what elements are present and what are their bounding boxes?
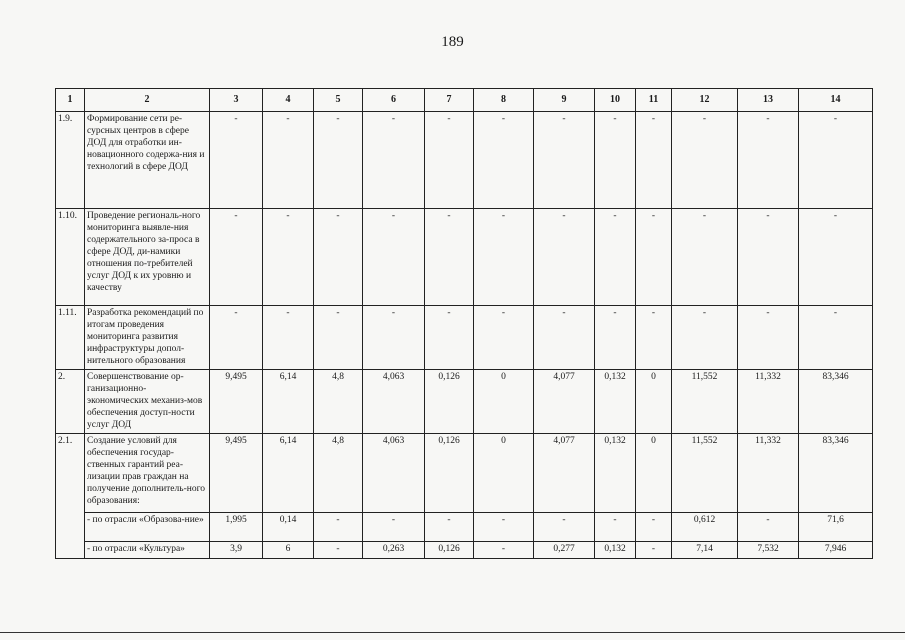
value-cell-col-11: - bbox=[636, 542, 672, 559]
value-cell-col-7: - bbox=[425, 209, 474, 306]
value-cell-col-10: 0,132 bbox=[595, 434, 636, 513]
value-cell-col-7: 0,126 bbox=[425, 434, 474, 513]
value-cell-col-13: 7,532 bbox=[738, 542, 799, 559]
value-cell-col-8: - bbox=[474, 209, 534, 306]
value-cell-col-5: 4,8 bbox=[314, 370, 363, 434]
value-cell-col-3: 1,995 bbox=[210, 513, 263, 542]
column-header-8: 8 bbox=[474, 89, 534, 112]
row-number: 1.10. bbox=[56, 209, 85, 306]
column-header-12: 12 bbox=[672, 89, 738, 112]
value-cell-col-4: 6,14 bbox=[263, 370, 314, 434]
value-cell-col-5: 4,8 bbox=[314, 434, 363, 513]
column-header-11: 11 bbox=[636, 89, 672, 112]
value-cell-col-5: - bbox=[314, 306, 363, 370]
value-cell-col-4: 0,14 bbox=[263, 513, 314, 542]
value-cell-col-6: - bbox=[363, 513, 425, 542]
table-row bbox=[56, 306, 873, 370]
value-cell-col-3: - bbox=[210, 209, 263, 306]
value-cell-col-9: 4,077 bbox=[534, 434, 595, 513]
value-cell-col-6: 4,063 bbox=[363, 434, 425, 513]
value-cell-col-9: - bbox=[534, 112, 595, 209]
column-header-6: 6 bbox=[363, 89, 425, 112]
value-cell-col-14: - bbox=[799, 112, 873, 209]
table-row bbox=[56, 370, 873, 434]
row-number: 1.9. bbox=[56, 112, 85, 209]
value-cell-col-3: - bbox=[210, 112, 263, 209]
value-cell-col-11: - bbox=[636, 112, 672, 209]
value-cell-col-10: - bbox=[595, 513, 636, 542]
value-cell-col-10: - bbox=[595, 112, 636, 209]
value-cell-col-8: 0 bbox=[474, 370, 534, 434]
value-cell-col-13: - bbox=[738, 513, 799, 542]
value-cell-col-9: - bbox=[534, 209, 595, 306]
value-cell-col-14: 83,346 bbox=[799, 434, 873, 513]
value-cell-col-12: 11,552 bbox=[672, 434, 738, 513]
table-row bbox=[56, 209, 873, 306]
budget-table bbox=[55, 88, 873, 559]
value-cell-col-14: - bbox=[799, 306, 873, 370]
row-description: Проведение региональ-ного мониторинга выявле-ния содержательного за-проса в сфере ДОД, ди-намики отношения по-требителей услуг ДОД к их уровню и качеству bbox=[85, 209, 210, 306]
value-cell-col-7: - bbox=[425, 513, 474, 542]
value-cell-col-12: 11,552 bbox=[672, 370, 738, 434]
value-cell-col-3: 9,495 bbox=[210, 370, 263, 434]
value-cell-col-11: - bbox=[636, 306, 672, 370]
value-cell-col-5: - bbox=[314, 513, 363, 542]
table-row bbox=[56, 112, 873, 209]
value-cell-col-9: - bbox=[534, 306, 595, 370]
column-header-14: 14 bbox=[799, 89, 873, 112]
value-cell-col-6: - bbox=[363, 112, 425, 209]
column-header-13: 13 bbox=[738, 89, 799, 112]
value-cell-col-10: 0,132 bbox=[595, 542, 636, 559]
value-cell-col-8: - bbox=[474, 306, 534, 370]
value-cell-col-10: - bbox=[595, 209, 636, 306]
value-cell-col-5: - bbox=[314, 542, 363, 559]
row-number: 2.1. bbox=[56, 434, 85, 559]
value-cell-col-7: - bbox=[425, 306, 474, 370]
value-cell-col-6: - bbox=[363, 209, 425, 306]
value-cell-col-4: - bbox=[263, 112, 314, 209]
value-cell-col-14: - bbox=[799, 209, 873, 306]
column-header-5: 5 bbox=[314, 89, 363, 112]
value-cell-col-12: - bbox=[672, 209, 738, 306]
value-cell-col-10: 0,132 bbox=[595, 370, 636, 434]
column-header-7: 7 bbox=[425, 89, 474, 112]
column-header-10: 10 bbox=[595, 89, 636, 112]
value-cell-col-13: - bbox=[738, 209, 799, 306]
value-cell-col-9: 4,077 bbox=[534, 370, 595, 434]
value-cell-col-12: 0,612 bbox=[672, 513, 738, 542]
value-cell-col-13: 11,332 bbox=[738, 434, 799, 513]
value-cell-col-4: - bbox=[263, 209, 314, 306]
value-cell-col-12: - bbox=[672, 306, 738, 370]
value-cell-col-6: 0,263 bbox=[363, 542, 425, 559]
row-description: - по отрасли «Культура» bbox=[85, 542, 210, 559]
value-cell-col-4: 6,14 bbox=[263, 434, 314, 513]
row-number: 1.11. bbox=[56, 306, 85, 370]
row-description: - по отрасли «Образова-ние» bbox=[85, 513, 210, 542]
value-cell-col-13: - bbox=[738, 306, 799, 370]
page-bottom-rule bbox=[0, 632, 905, 633]
value-cell-col-9: 0,277 bbox=[534, 542, 595, 559]
column-header-2: 2 bbox=[85, 89, 210, 112]
value-cell-col-8: - bbox=[474, 542, 534, 559]
row-description: Совершенствование ор-ганизационно-экономических механиз-мов обеспечения доступ-ности услуг ДОД bbox=[85, 370, 210, 434]
value-cell-col-3: 9,495 bbox=[210, 434, 263, 513]
value-cell-col-5: - bbox=[314, 209, 363, 306]
value-cell-col-11: - bbox=[636, 209, 672, 306]
value-cell-col-7: - bbox=[425, 112, 474, 209]
value-cell-col-6: - bbox=[363, 306, 425, 370]
table-row bbox=[56, 542, 873, 559]
value-cell-col-11: 0 bbox=[636, 434, 672, 513]
value-cell-col-11: 0 bbox=[636, 370, 672, 434]
column-header-1: 1 bbox=[56, 89, 85, 112]
value-cell-col-9: - bbox=[534, 513, 595, 542]
value-cell-col-6: 4,063 bbox=[363, 370, 425, 434]
value-cell-col-14: 7,946 bbox=[799, 542, 873, 559]
value-cell-col-8: - bbox=[474, 112, 534, 209]
value-cell-col-3: 3,9 bbox=[210, 542, 263, 559]
row-description: Формирование сети ре-сурсных центров в сфере ДОД для отработки ин-новационного содержа-ния и технологий в сфере ДОД bbox=[85, 112, 210, 209]
value-cell-col-12: 7,14 bbox=[672, 542, 738, 559]
value-cell-col-5: - bbox=[314, 112, 363, 209]
table-row bbox=[56, 434, 873, 513]
page-number: 189 bbox=[441, 34, 464, 50]
header-row bbox=[56, 89, 873, 112]
row-number: 2. bbox=[56, 370, 85, 434]
value-cell-col-8: - bbox=[474, 513, 534, 542]
column-header-4: 4 bbox=[263, 89, 314, 112]
value-cell-col-14: 71,6 bbox=[799, 513, 873, 542]
row-description: Создание условий для обеспечения государ-ственных гарантий реа-лизации прав граждан на получение дополнитель-ного образования: bbox=[85, 434, 210, 513]
row-description: Разработка рекомендаций по итогам проведения мониторинга развития инфраструктуры допол-нительного образования bbox=[85, 306, 210, 370]
value-cell-col-14: 83,346 bbox=[799, 370, 873, 434]
value-cell-col-12: - bbox=[672, 112, 738, 209]
value-cell-col-8: 0 bbox=[474, 434, 534, 513]
value-cell-col-13: - bbox=[738, 112, 799, 209]
column-header-3: 3 bbox=[210, 89, 263, 112]
table-row bbox=[56, 513, 873, 542]
value-cell-col-3: - bbox=[210, 306, 263, 370]
column-header-9: 9 bbox=[534, 89, 595, 112]
value-cell-col-4: 6 bbox=[263, 542, 314, 559]
value-cell-col-11: - bbox=[636, 513, 672, 542]
value-cell-col-7: 0,126 bbox=[425, 542, 474, 559]
value-cell-col-10: - bbox=[595, 306, 636, 370]
value-cell-col-13: 11,332 bbox=[738, 370, 799, 434]
value-cell-col-4: - bbox=[263, 306, 314, 370]
value-cell-col-7: 0,126 bbox=[425, 370, 474, 434]
